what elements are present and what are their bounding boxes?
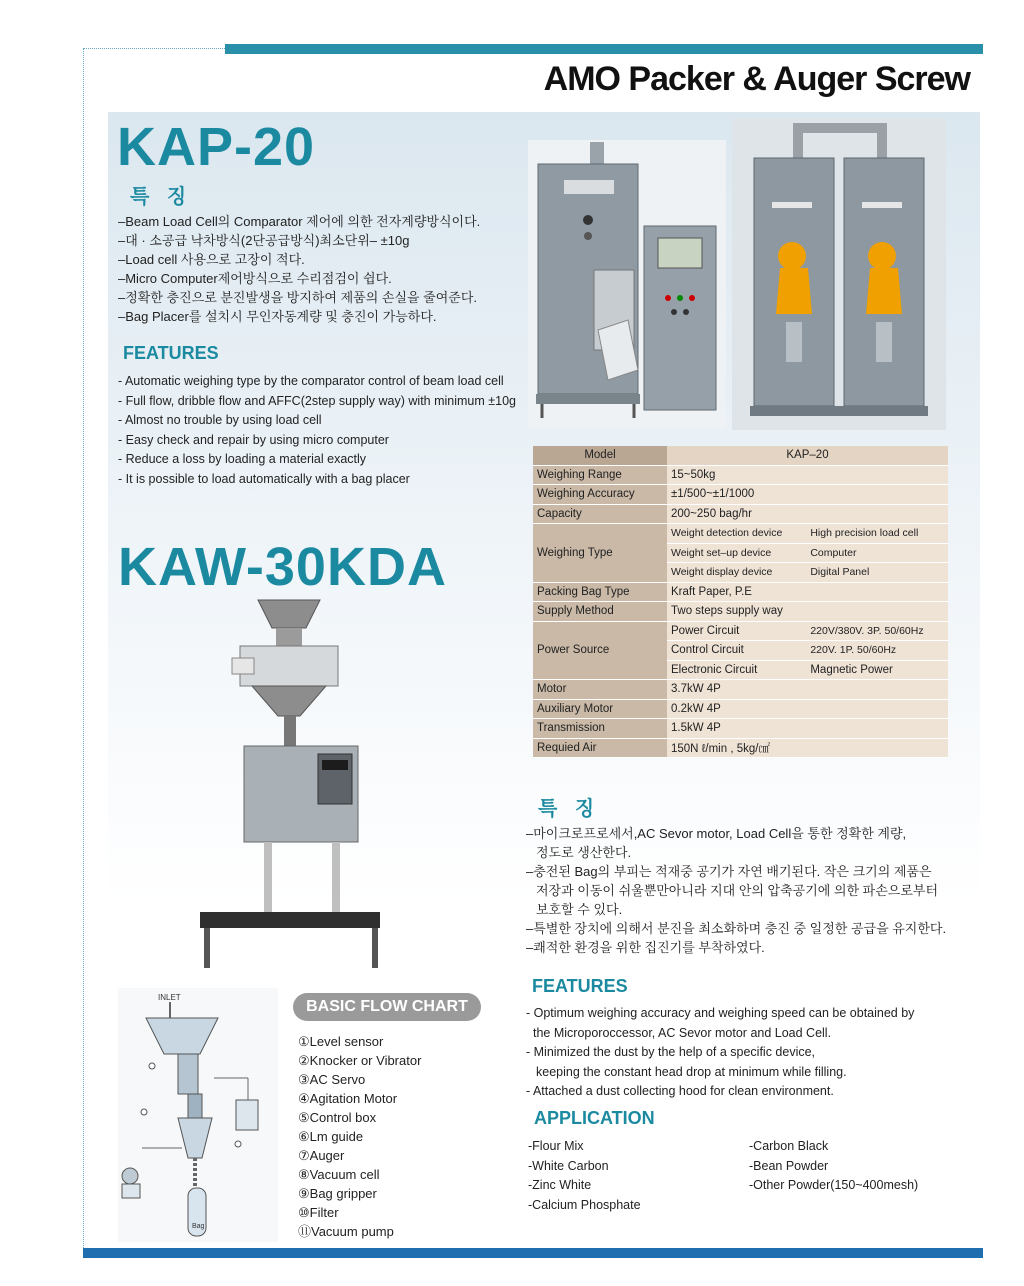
page-title: AMO Packer & Auger Screw — [543, 60, 970, 98]
table-row — [533, 602, 948, 622]
list-item: ⑨Bag gripper — [298, 1186, 377, 1201]
list-item: –대 · 소공급 낙차방식(2단공급방식)최소단위– ±10g — [118, 233, 410, 248]
table-cell: Motor — [533, 680, 667, 700]
table-cell: 220V/380V. 3P. 50/60Hz — [806, 621, 948, 641]
list-item: -White Carbon — [528, 1158, 609, 1173]
table-cell: Magnetic Power — [806, 660, 948, 680]
list-item: –Micro Computer제어방식으로 수리점검이 쉽다. — [118, 271, 392, 286]
list-item: - Almost no trouble by using load cell — [118, 413, 322, 427]
list-item: ⑥Lm guide — [298, 1129, 364, 1144]
table-cell: 0.2kW 4P — [667, 699, 948, 719]
list-item: - Minimized the dust by the help of a specific device, — [526, 1045, 816, 1059]
list-item: -Other Powder(150~400mesh) — [749, 1178, 919, 1192]
table-row — [533, 719, 948, 739]
kaw30-features-list — [526, 1004, 914, 1102]
list-item: –Load cell 사용으로 고장이 적다. — [118, 252, 305, 267]
list-item: ⑤Control box — [298, 1110, 377, 1125]
list-item: - Automatic weighing type by the comparator control of beam load cell — [118, 374, 504, 388]
diagram-inlet-label: INLET — [158, 993, 181, 1002]
table-cell: Weight set–up device — [667, 543, 806, 563]
table-row — [533, 738, 948, 758]
kap20-model-title: KAP-20 — [117, 117, 316, 177]
list-item: –Beam Load Cell의 Comparator 제어에 의한 전자계량방식이다. — [118, 214, 481, 229]
kap20-twin-machine-photo — [732, 118, 946, 430]
bottom-accent-bar — [83, 1248, 983, 1258]
table-cell: 1.5kW 4P — [667, 719, 948, 739]
list-item: - Reduce a loss by loading a material exactly — [118, 452, 367, 466]
list-item: - Easy check and repair by using micro computer — [118, 432, 389, 447]
list-item: - Full flow, dribble flow and AFFC(2step supply way) with minimum ±10g — [118, 393, 516, 408]
table-cell: Transmission — [533, 719, 667, 739]
list-item: –특별한 장치에 의해서 분진을 최소화하며 충진 중 일정한 공급을 유지한다. — [526, 921, 947, 936]
list-item: - Optimum weighing accuracy and weighing speed can be obtained by — [526, 1006, 915, 1020]
list-item: ⑪Vacuum pump — [298, 1224, 394, 1239]
table-row — [533, 524, 948, 544]
list-item: ⑦Auger — [298, 1148, 345, 1163]
list-item: - Attached a dust collecting hood for clean environment. — [526, 1084, 834, 1098]
flow-chart-diagram — [118, 988, 278, 1242]
list-item: ⑩Filter — [298, 1205, 339, 1220]
list-item: –쾌적한 환경을 위한 집진기를 부착하였다. — [526, 940, 765, 955]
list-item: –Bag Placer를 설치시 무인자동계량 및 충진이 가능하다. — [118, 309, 437, 324]
table-cell: 220V. 1P. 50/60Hz — [806, 641, 948, 661]
table-cell: Weight display device — [667, 563, 806, 583]
list-item: ②Knocker or Vibrator — [298, 1053, 422, 1068]
table-row — [533, 582, 948, 602]
list-item: ⑧Vacuum cell — [298, 1167, 380, 1182]
table-cell: Weighing Range — [533, 465, 667, 485]
list-item: 보호할 수 있다. — [536, 902, 623, 917]
table-cell: Auxiliary Motor — [533, 699, 667, 719]
kaw30-machine-photo — [196, 598, 382, 972]
top-dotted-rule — [83, 48, 225, 49]
table-cell: Supply Method — [533, 602, 667, 622]
kap20-features-heading: FEATURES — [123, 343, 219, 363]
table-cell: Packing Bag Type — [533, 582, 667, 602]
table-cell: High precision load cell — [806, 524, 948, 544]
kaw30-features-heading: FEATURES — [532, 976, 628, 996]
table-header-model: Model — [533, 446, 667, 465]
list-item: keeping the constant head drop at minimum while filling. — [536, 1064, 847, 1079]
application-list-right — [749, 1137, 918, 1196]
table-row — [533, 465, 948, 485]
table-cell: ±1/500~±1/1000 — [667, 485, 948, 505]
diagram-bag-label: Bag — [192, 1223, 205, 1230]
table-cell: Requied Air — [533, 738, 667, 758]
table-cell: Electronic Circuit — [667, 660, 806, 680]
table-cell: Weighing Accuracy — [533, 485, 667, 505]
table-cell: 200~250 bag/hr — [667, 504, 948, 524]
table-row — [533, 699, 948, 719]
kap20-kr-features — [118, 212, 480, 326]
table-row — [533, 446, 948, 465]
list-item: -Zinc White — [528, 1178, 592, 1192]
application-heading: APPLICATION — [534, 1108, 655, 1128]
table-row — [533, 485, 948, 505]
list-item: ①Level sensor — [298, 1034, 384, 1049]
list-item: the Microporoccessor, AC Sevor motor and Load Cell. — [533, 1025, 832, 1040]
application-list-left — [528, 1137, 641, 1215]
list-item: –마이크로프로세서,AC Sevor motor, Load Cell을 통한 정확한 계량, — [526, 826, 907, 841]
table-row — [533, 504, 948, 524]
list-item: -Calcium Phosphate — [528, 1197, 641, 1212]
table-row — [533, 680, 948, 700]
table-cell: Weighing Type — [533, 524, 667, 583]
top-accent-bar — [225, 44, 983, 54]
list-item: -Bean Powder — [749, 1158, 829, 1173]
list-item: 저장과 이동이 쉬울뿐만아니라 지대 안의 압축공기에 의한 파손으로부터 — [536, 883, 939, 898]
list-item: –정확한 충진으로 분진발생을 방지하여 제품의 손실을 줄여준다. — [118, 290, 478, 305]
table-cell: Two steps supply way — [667, 602, 948, 622]
table-cell: Power Circuit — [667, 621, 806, 641]
list-item: -Carbon Black — [749, 1139, 829, 1153]
kaw30-model-title: KAW-30KDA — [118, 537, 447, 597]
table-cell: 15~50kg — [667, 465, 948, 485]
table-cell: 3.7kW 4P — [667, 680, 948, 700]
table-cell: Capacity — [533, 504, 667, 524]
spec-table — [533, 446, 948, 758]
table-cell: Power Source — [533, 621, 667, 680]
kap20-kr-heading: 특 징 — [130, 186, 193, 208]
list-item: - It is possible to load automatically with a bag placer — [118, 471, 410, 486]
table-row — [533, 621, 948, 641]
flow-chart-legend — [298, 1032, 421, 1241]
table-cell: Digital Panel — [806, 563, 948, 583]
kaw30-kr-heading: 특 징 — [538, 798, 601, 820]
list-item: 정도로 생산한다. — [536, 845, 632, 860]
kap20-machine-photo — [528, 140, 726, 428]
list-item: ④Agitation Motor — [298, 1091, 398, 1106]
kap20-features-list — [118, 372, 516, 489]
table-cell: Weight detection device — [667, 524, 806, 544]
flow-chart-heading: BASIC FLOW CHART — [293, 993, 481, 1021]
left-dotted-rule — [83, 48, 84, 1248]
list-item: –충전된 Bag의 부피는 적재중 공기가 자연 배기된다. 작은 크기의 제품은 — [526, 864, 932, 879]
list-item: -Flour Mix — [528, 1139, 584, 1153]
kaw30-kr-features — [526, 824, 946, 957]
table-cell: Control Circuit — [667, 641, 806, 661]
table-cell: 150N ℓ/min , 5kg/㎠ — [667, 738, 948, 758]
list-item: ③AC Servo — [298, 1072, 366, 1087]
table-header-model-value: KAP–20 — [667, 446, 948, 465]
table-cell: Computer — [806, 543, 948, 563]
table-cell: Kraft Paper, P.E — [667, 582, 948, 602]
